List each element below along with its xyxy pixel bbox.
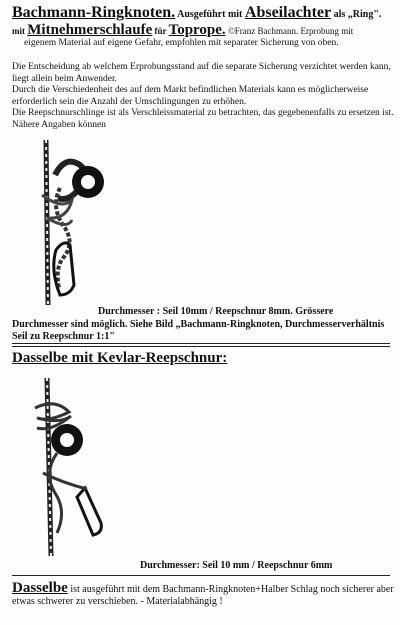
copyright-text: ©Franz Bachmann. Erprobung mit — [225, 26, 354, 36]
footer-note — [12, 582, 397, 608]
divider-line — [12, 343, 390, 344]
title-text-1: Ausgeführt mit — [175, 9, 245, 20]
figure2-caption: Durchmesser: Seil 10 mm / Reepschnur 6mm — [140, 560, 333, 571]
title-loop-name: Mitnehmerschlaufe — [27, 22, 153, 38]
footer-heading: Dasselbe — [12, 580, 68, 596]
intro-paragraph: Die Reepschnurschlinge ist als Verschleissmaterial zu betrachten, das gegebenenfalls zu ersetzen ist. Nähere Angaben können — [12, 108, 394, 130]
footer-text: ist ausgeführt mit dem Bachmann-Ringknoten+Halber Schlag noch sicherer aber etwas schwerer zu verschieben. - Materialabhängig ! — [12, 584, 394, 607]
intro-paragraph: Die Entscheidung ab welchem Erprobungsstand auf die separate Sicherung verzichtet werden kann, liegt allein beim Anwender. — [12, 62, 391, 84]
section2-title: Dasselbe mit Kevlar-Reepschnur: — [12, 350, 228, 366]
figure1-caption-continuation: Durchmesser sind möglich. Siehe Bild „Bachmann-Ringknoten, Durchmesserverhältnis Seil zu Reepschnur 1:1" — [12, 319, 385, 342]
figure-knot-abseilachter — [20, 140, 140, 305]
title-toprope: Toprope. — [168, 22, 226, 38]
figure1-caption-line: Durchmesser : Seil 10mm / Reepschnur 8mm. Grössere — [98, 306, 334, 317]
figure-knot-kevlar — [15, 378, 135, 556]
intro-paragraph: Durch die Verschiedenheit des auf dem Markt befindlichen Materials kann es möglicherweise erforderlich sein die Anzahl der Umschlingungen zu erhöhen. — [12, 85, 369, 107]
title-knot-name: Bachmann-Ringknoten. — [12, 4, 176, 21]
title-text-2: als „Ring". — [331, 9, 382, 20]
divider-line — [12, 346, 390, 347]
intro-paragraphs — [12, 62, 397, 131]
title-text-4: für — [152, 26, 169, 36]
title-text-3: mit — [12, 26, 28, 36]
title-device-name: Abseilachter — [244, 4, 332, 21]
warning-note: eigenem Material auf eigene Gefahr, empfohlen mit separater Sicherung von oben. — [24, 38, 339, 48]
divider-line — [12, 575, 390, 576]
